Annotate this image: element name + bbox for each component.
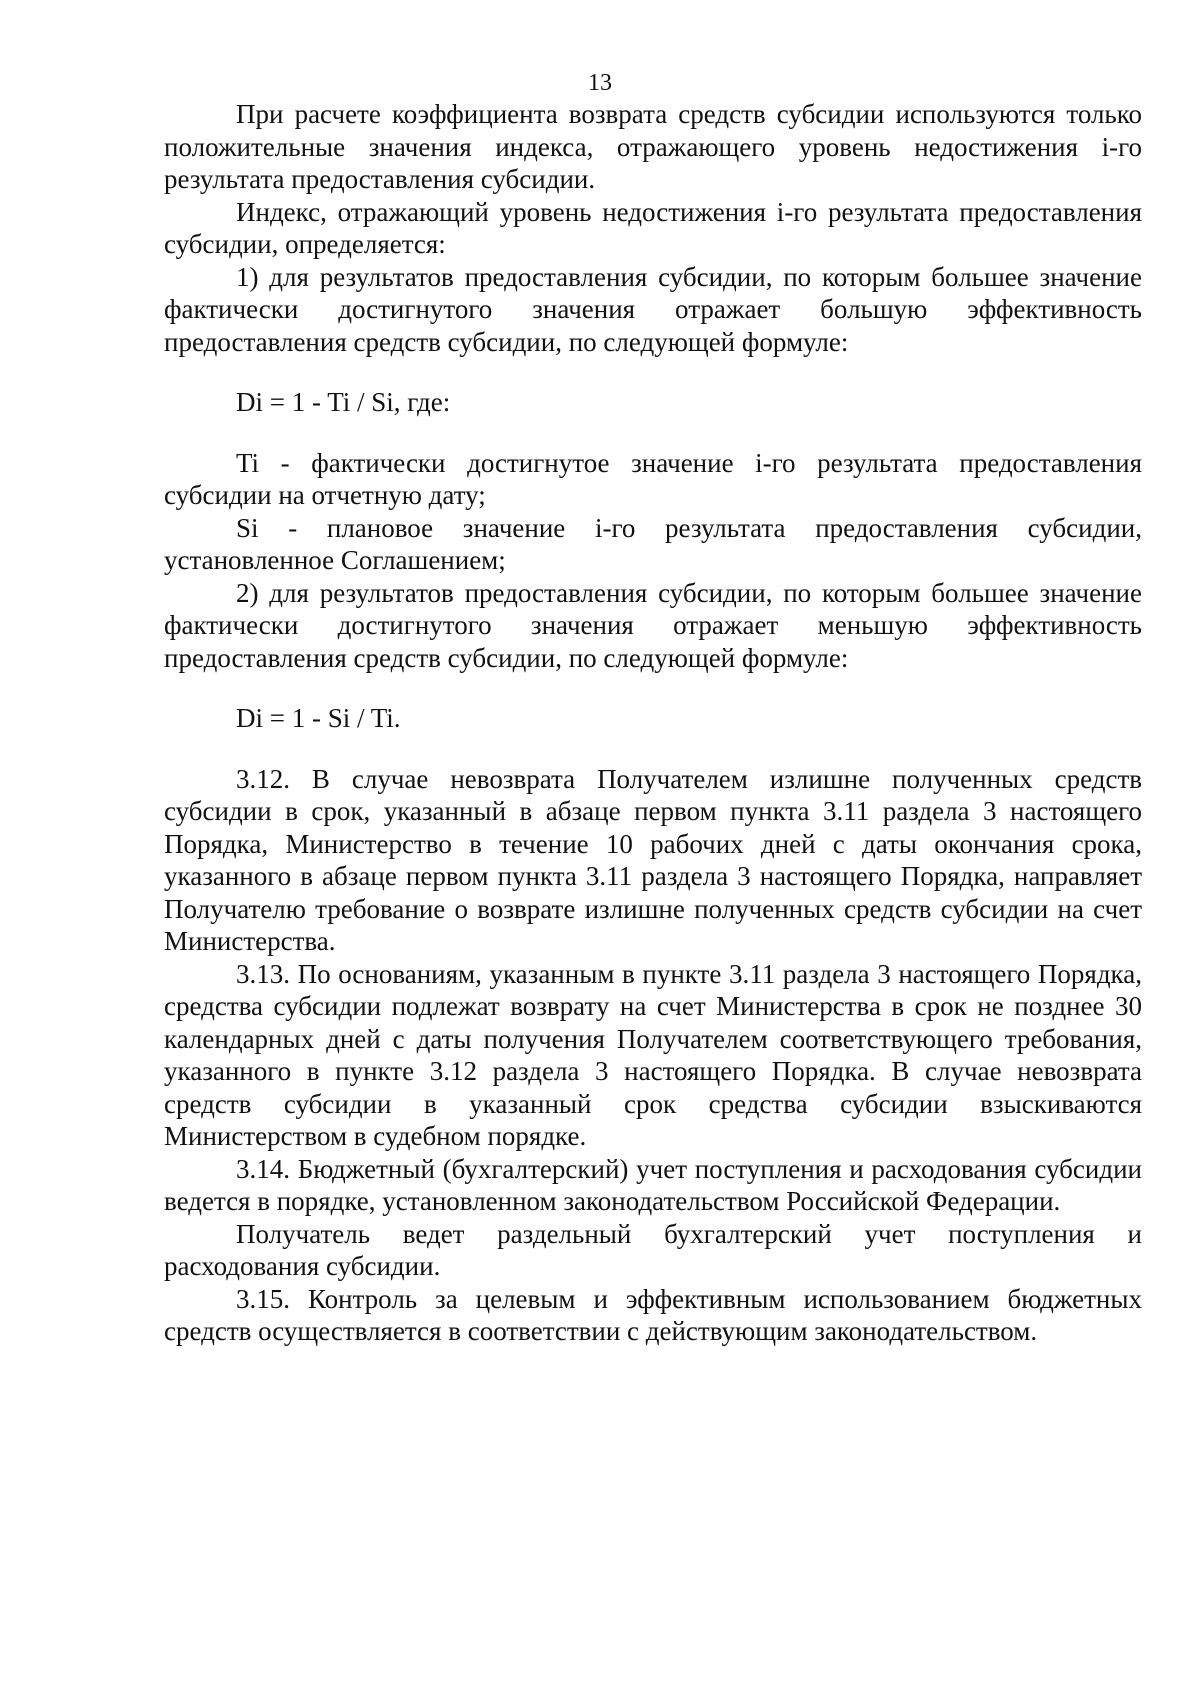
paragraph-3-12: 3.12. В случае невозврата Получателем излишне полученных средств субсидии в срок, указанный в абзаце первом пункта 3.11 раздела 3 настоящего Порядка, Министерство в течение 10 рабочих дней с даты окончания срока, указанного в абзаце первом пункта 3.11 раздела 3 настоящего Порядка, направляет Получателю требование о возврате излишне полученных средств субсидии на счет Министерства. bbox=[164, 763, 1142, 956]
document-body bbox=[164, 98, 1142, 1348]
formula-1: Di = 1 - Ti / Si, где: bbox=[236, 387, 451, 417]
paragraph-3-13: 3.13. По основаниям, указанным в пункте 3.11 раздела 3 настоящего Порядка, средства субсидии подлежат возврату на счет Министерства в срок не позднее 30 календарных дней с даты получения Получателем соответствующего требования, указанного в пункте 3.12 раздела 3 настоящего Порядка. В случае невозврата средств субсидии в указанный срок средства субсидии взыскиваются Министерством в судебном порядке. bbox=[164, 958, 1142, 1151]
paragraph-si-definition: Si - плановое значение i-го результата предоставления субсидии, установленное Соглашением; bbox=[164, 512, 1142, 575]
paragraph-3-14: 3.14. Бюджетный (бухгалтерский) учет поступления и расходования субсидии ведется в порядке, установленном законодательством Российской Федерации. bbox=[164, 1153, 1142, 1216]
paragraph-index-usage: При расчете коэффициента возврата средств субсидии используются только положительные значения индекса, отражающего уровень недостижения i-го результата предоставления субсидии. bbox=[164, 99, 1142, 194]
paragraph-3-15: 3.15. Контроль за целевым и эффективным использованием бюджетных средств осуществляется в соответствии с действующим законодательством. bbox=[164, 1283, 1142, 1346]
paragraph-case-1: 1) для результатов предоставления субсидии, по которым большее значение фактически достигнутого значения отражает большую эффективность предоставления средств субсидии, по следующей формуле: bbox=[164, 261, 1142, 357]
page-number: 13 bbox=[588, 70, 612, 96]
paragraph-recipient-accounting: Получатель ведет раздельный бухгалтерский учет поступления и расходования субсидии. bbox=[164, 1218, 1142, 1281]
paragraph-ti-definition: Ti - фактически достигнутое значение i-го результата предоставления субсидии на отчетную дату; bbox=[164, 447, 1142, 510]
paragraph-case-2: 2) для результатов предоставления субсидии, по которым большее значение фактически достигнутого значения отражает меньшую эффективность предоставления средств субсидии, по следующей формуле: bbox=[164, 577, 1142, 673]
paragraph-index-definition: Индекс, отражающий уровень недостижения i-го результата предоставления субсидии, определяется: bbox=[164, 196, 1142, 259]
formula-2: Di = 1 - Si / Ti. bbox=[236, 703, 401, 733]
